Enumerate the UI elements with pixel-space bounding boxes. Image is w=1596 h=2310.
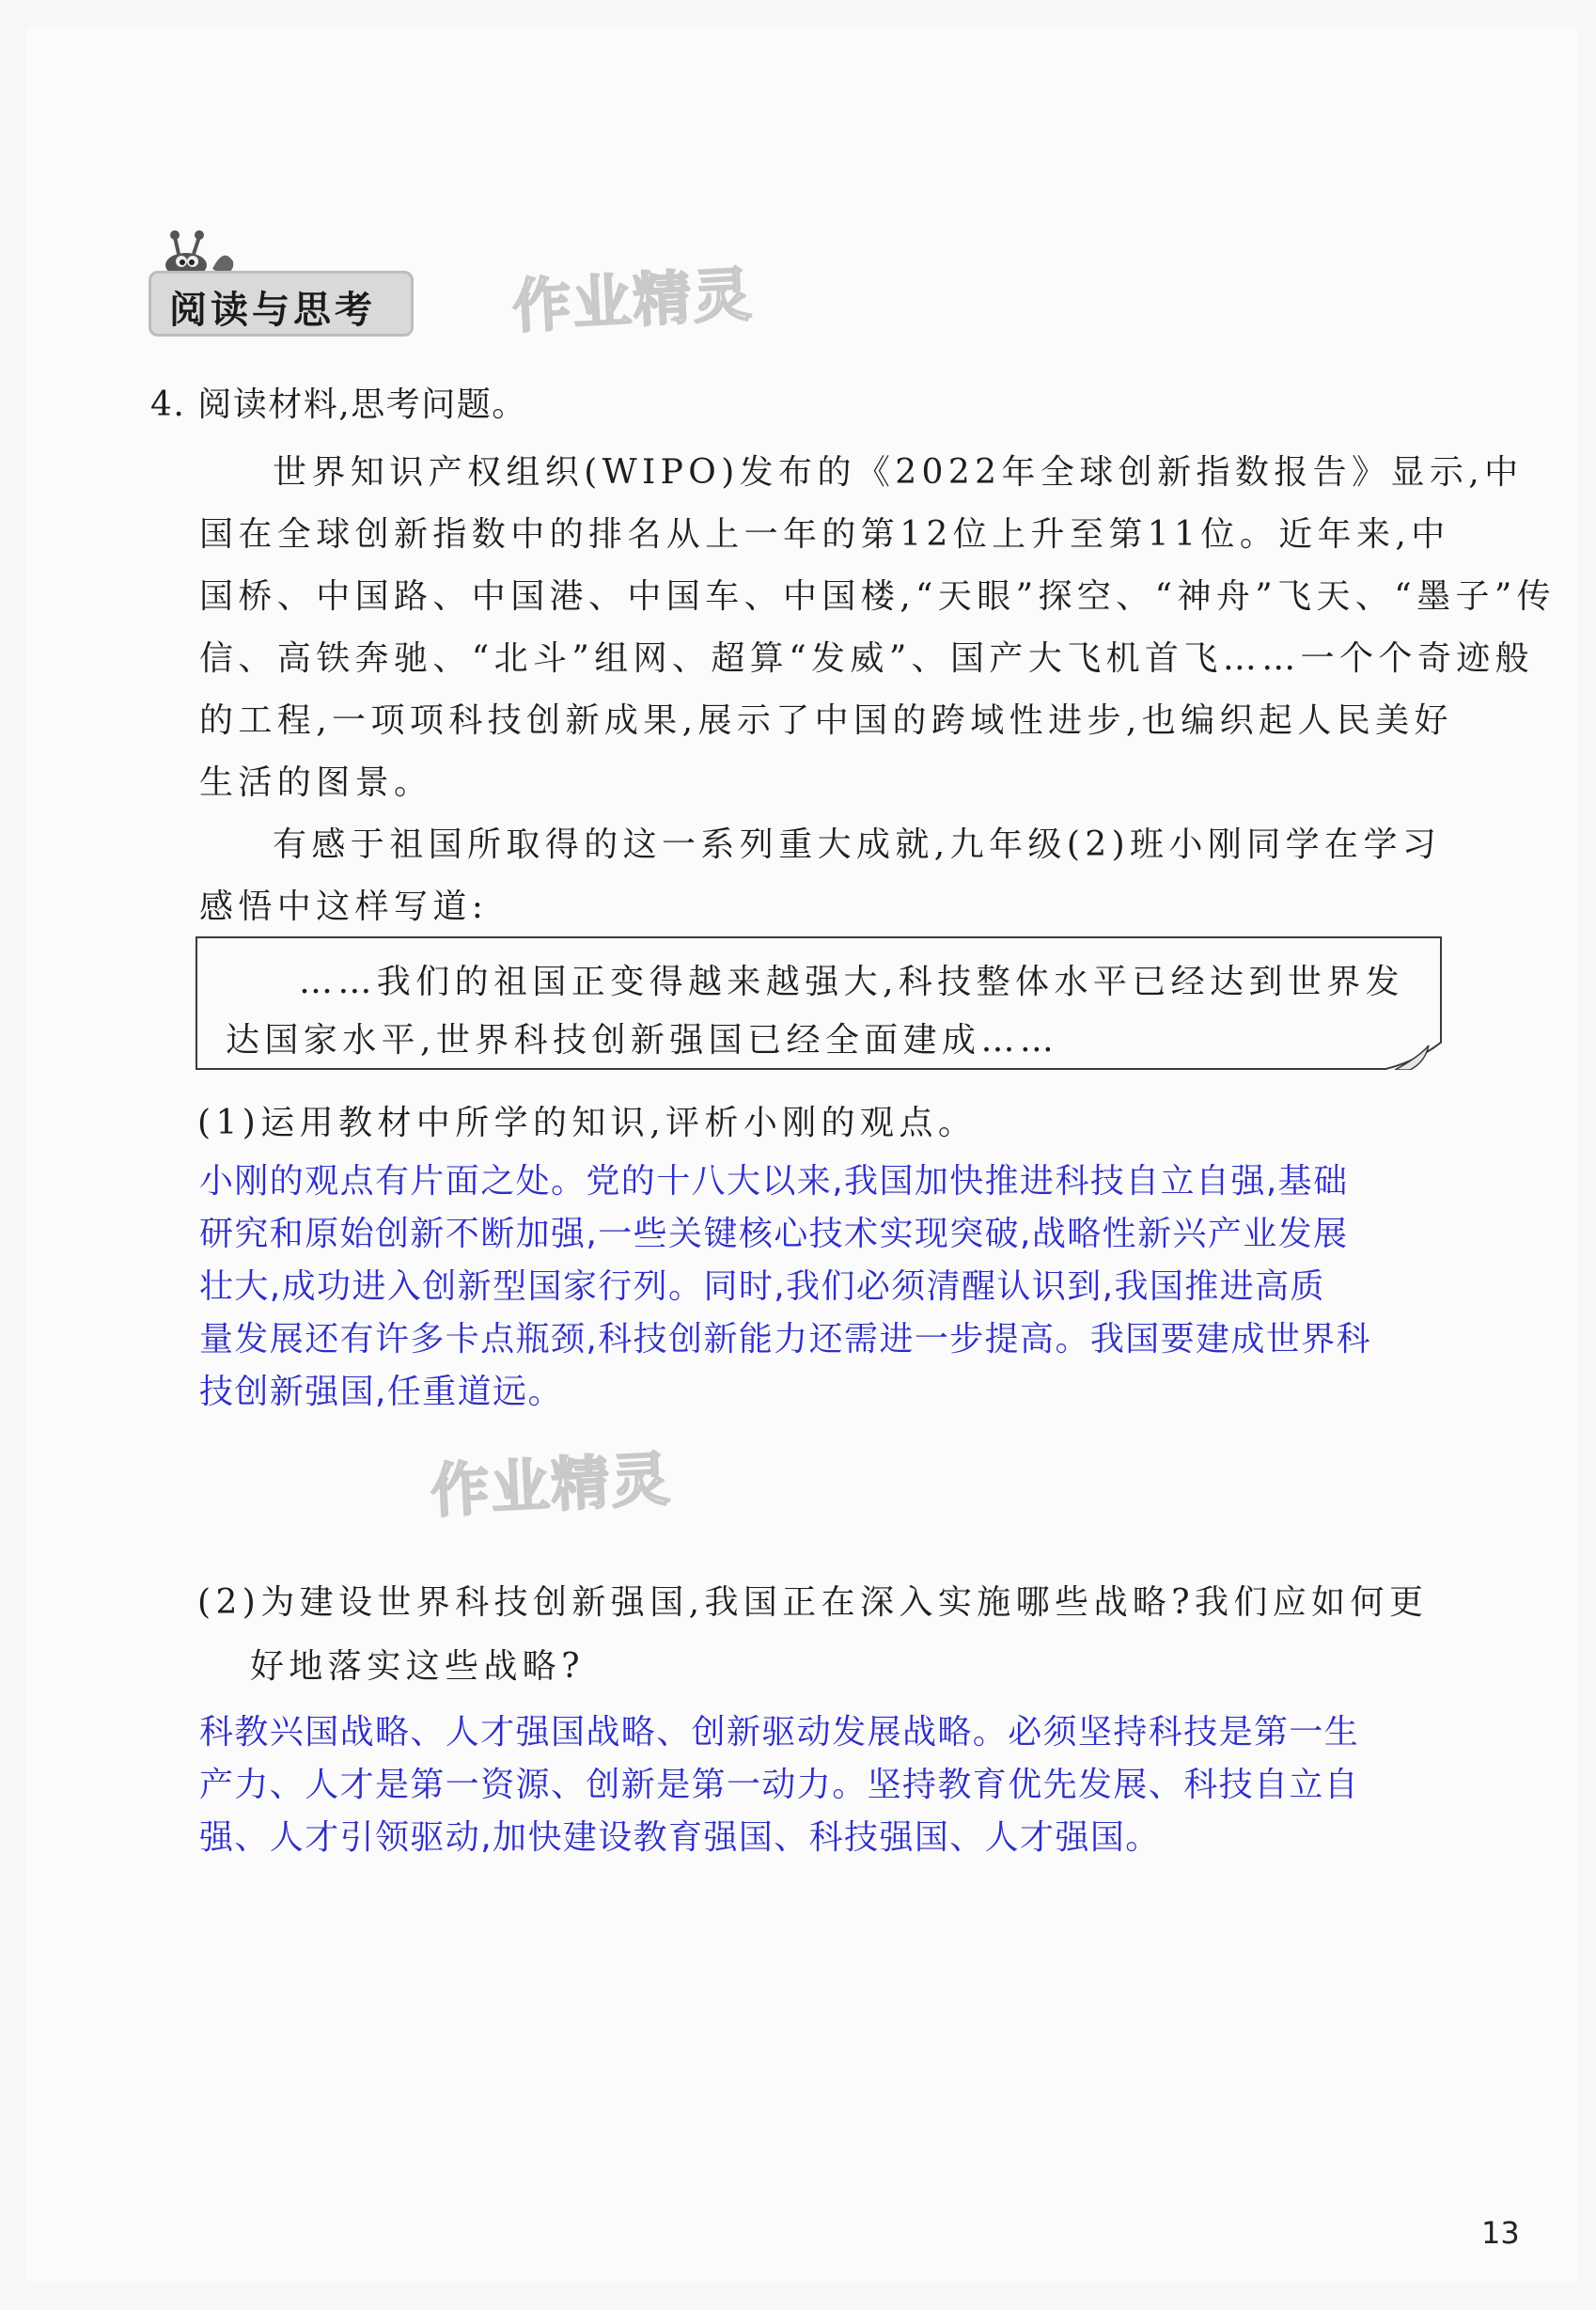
prompt-line: 好地落实这些战略?	[250, 1647, 585, 1686]
prompt-line: (2)为建设世界科技创新强国,我国正在深入实施哪些战略?我们应如何更	[197, 1583, 1429, 1622]
question-title: 4. 阅读材料,思考问题。	[150, 385, 527, 424]
material-line: 的工程,一项项科技创新成果,展示了中国的跨域性进步,也编织起人民美好	[199, 701, 1453, 740]
answer-line: 壮大,成功进入创新型国家行列。同时,我们必须清醒认识到,我国推进高质	[199, 1267, 1325, 1306]
answer-line: 技创新强国,任重道远。	[199, 1373, 563, 1411]
material-line: 国桥、中国路、中国港、中国车、中国楼,“天眼”探空、“神舟”飞天、“墨子”传	[199, 577, 1557, 616]
answer-line: 产力、人才是第一资源、创新是第一动力。坚持教育优先发展、科技自立自	[199, 1766, 1360, 1804]
section-title-box	[149, 271, 414, 337]
page-curl-icon	[1382, 1042, 1442, 1070]
material-line: 感悟中这样写道:	[199, 888, 489, 926]
answer-line: 研究和原始创新不断加强,一些关键核心技术实现突破,战略性新兴产业发展	[199, 1215, 1349, 1253]
material-line: 世界知识产权组织(WIPO)发布的《2022年全球创新指数报告》显示,中	[273, 453, 1524, 492]
answer-line: 科教兴国战略、人才强国战略、创新驱动发展战略。必须坚持科技是第一生	[199, 1713, 1360, 1752]
page-number: 13	[1481, 2215, 1520, 2251]
material-line: 生活的图景。	[199, 763, 433, 802]
sub-question-1-prompt: (1)运用教材中所学的知识,评析小刚的观点。	[197, 1104, 978, 1142]
answer-line: 小刚的观点有片面之处。党的十八大以来,我国加快推进科技自立自强,基础	[199, 1162, 1349, 1201]
answer-line: 量发展还有许多卡点瓶颈,科技创新能力还需进一步提高。我国要建成世界科	[199, 1320, 1372, 1359]
section-header	[149, 224, 421, 337]
quote-line: 达国家水平,世界科技创新强国已经全面建成……	[226, 1021, 1059, 1060]
section-title: 阅读与思考	[169, 289, 376, 332]
watermark-logo: 作业精灵	[510, 259, 756, 341]
watermark-logo: 作业精灵	[429, 1444, 674, 1526]
answer-line: 强、人才引领驱动,加快建设教育强国、科技强国、人才强国。	[199, 1818, 1161, 1857]
material-line: 国在全球创新指数中的排名从上一年的第12位上升至第11位。近年来,中	[199, 515, 1450, 554]
material-line: 信、高铁奔驰、“北斗”组网、超算“发威”、国产大飞机首飞……一个个奇迹般	[199, 639, 1535, 678]
material-line: 有感于祖国所取得的这一系列重大成就,九年级(2)班小刚同学在学习	[273, 825, 1442, 864]
quote-box	[196, 936, 1442, 1070]
quote-line: ……我们的祖国正变得越来越强大,科技整体水平已经达到世界发	[299, 963, 1405, 1001]
